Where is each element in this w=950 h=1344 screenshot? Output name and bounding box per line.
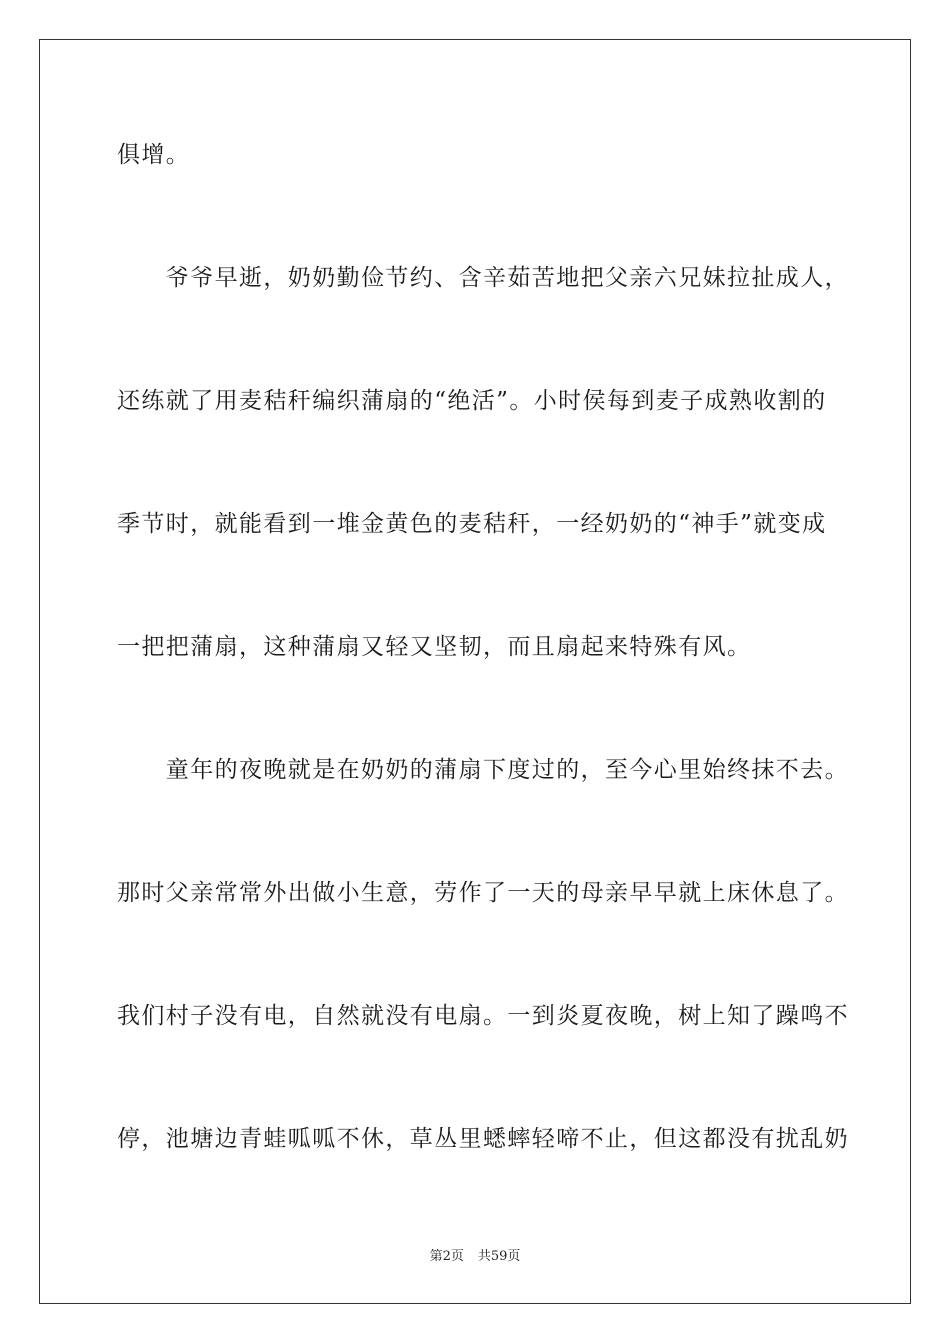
page-total: 共59页 (477, 1249, 521, 1264)
text-line: 还练就了用麦秸秆编织蒲扇的“绝活”。小时侯每到麦子成熟收割的 (117, 388, 827, 414)
text-line: 童年的夜晚就是在奶奶的蒲扇下度过的，至今心里始终抹不去。 (117, 757, 849, 783)
text-line: 爷爷早逝，奶奶勤俭节约、含辛茹苦地把父亲六兄妹拉扯成人， (117, 265, 849, 291)
page-border (39, 39, 911, 1304)
text-line: 那时父亲常常外出做小生意，劳作了一天的母亲早早就上床休息了。 (117, 880, 849, 906)
text-line: 一把把蒲扇，这种蒲扇又轻又坚韧，而且扇起来特殊有风。 (117, 634, 752, 660)
page-footer (0, 1248, 950, 1266)
page-number: 第2页 (429, 1249, 464, 1264)
text-line: 我们村子没有电，自然就没有电扇。一到炎夏夜晚，树上知了躁鸣不 (117, 1003, 849, 1029)
text-line: 停，池塘边青蛙呱呱不休，草丛里蟋蟀轻啼不止，但这都没有扰乱奶 (117, 1126, 849, 1152)
text-line: 俱增。 (117, 142, 191, 168)
text-line: 季节时，就能看到一堆金黄色的麦秸秆，一经奶奶的“神手”就变成 (117, 511, 827, 537)
